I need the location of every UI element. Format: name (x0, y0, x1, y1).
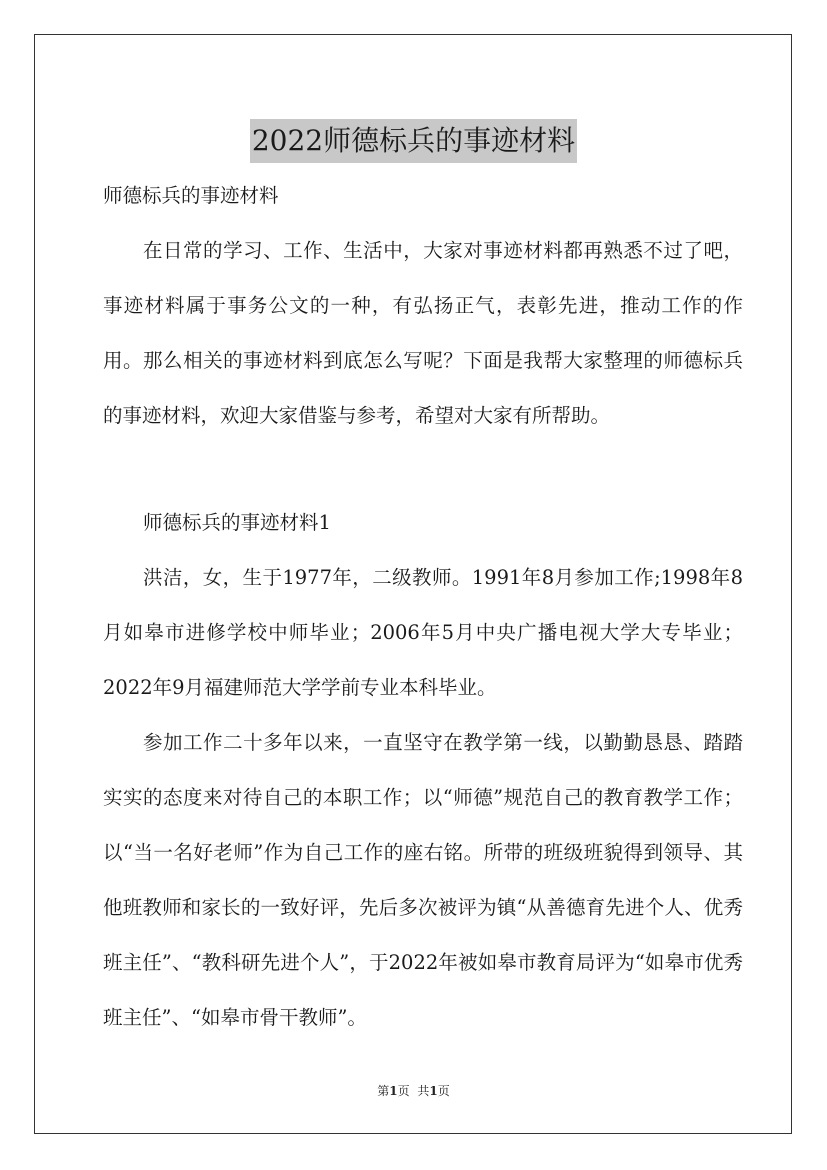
page-prefix: 第 (377, 1084, 390, 1098)
paragraph-gap (103, 443, 743, 495)
section-heading: 师德标兵的事迹材料1 (143, 511, 331, 534)
document-title: 2022师德标兵的事迹材料 (250, 119, 577, 163)
document-body (103, 168, 743, 1045)
intro-paragraph: 在日常的学习、工作、生活中，大家对事迹材料都再熟悉不过了吧，事迹材料属于事务公文的一种，有弘扬正气，表彰先进，推动工作的作用。那么相关的事迹材料到底怎么写呢？下面是我帮大家整理的师德标兵的事迹材料，欢迎大家借鉴与参考，希望对大家有所帮助。 (103, 239, 743, 427)
document-subtitle: 师德标兵的事迹材料 (103, 184, 279, 207)
total-suffix: 页 (437, 1084, 450, 1098)
body-paragraph-2: 参加工作二十多年以来，一直坚守在教学第一线，以勤勤恳恳、踏踏实实的态度来对待自己的本职工作；以“师德”规范自己的教育教学工作；以“当一名好老师”作为自己工作的座右铭。所带的班级班貌得到领导、其他班教师和家长的一致好评，先后多次被评为镇“从善德育先进个人、优秀班主任”、“教科研先进个人”，于2022年被如皋市教育局评为“如皋市优秀班主任”、“如皋市骨干教师”。 (103, 731, 743, 1029)
page-footer (0, 1082, 827, 1100)
page-total: 1 (429, 1084, 438, 1098)
page-suffix: 页 (397, 1084, 410, 1098)
page-current: 1 (389, 1084, 398, 1098)
total-prefix: 共 (417, 1084, 430, 1098)
body-paragraph-1: 洪洁，女，生于1977年，二级教师。1991年8月参加工作;1998年8月如皋市进修学校中师毕业；2006年5月中央广播电视大学大专毕业；2022年9月福建师范大学学前专业本科毕业。 (103, 566, 743, 699)
